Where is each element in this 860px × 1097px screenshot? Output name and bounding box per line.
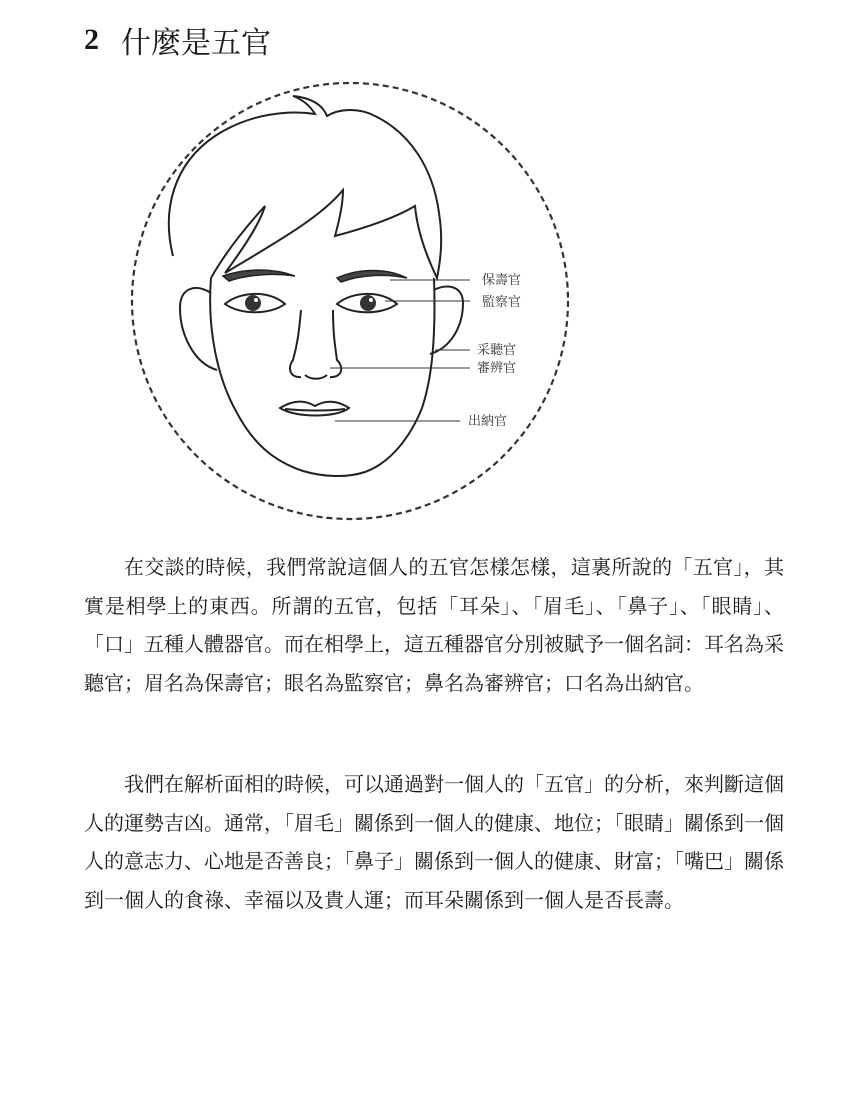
label-jiancha: 監察官 <box>482 295 522 310</box>
face-diagram <box>125 78 575 530</box>
face-illustration <box>125 78 575 530</box>
label-shenbian: 審辨官 <box>477 361 517 376</box>
section-title: 什麼是五官 <box>121 26 271 61</box>
label-caiting: 采聽官 <box>477 343 517 358</box>
left-eyebrow <box>223 270 295 281</box>
section-number: 2 <box>84 23 99 56</box>
paragraph-2: 我們在解析面相的時候，可以通過對一個人的「五官」的分析，來判斷這個人的運勢吉凶。通常，「眉毛」關係到一個人的健康、地位；「眼睛」關係到一個人的意志力、心地是否善良；「鼻子」關係到一個人的健康、財富；「嘴巴」關係到一個人的食祿、幸福以及貴人運；而耳朵關係到一個人是否長壽。 <box>84 772 784 912</box>
hair <box>169 96 441 278</box>
label-chuna: 出納官 <box>468 414 508 429</box>
mouth <box>280 402 349 416</box>
section-heading <box>84 18 271 62</box>
label-baoshou: 保壽官 <box>482 273 522 288</box>
paragraph-1: 在交談的時候，我們常說這個人的五官怎樣怎樣，這裏所說的「五官」，其實是相學上的東西。所謂的五官，包括「耳朵」、「眉毛」、「鼻子」、「眼睛」、「口」五種人體器官。而在相學上，這五種器官分別被賦予一個名詞：耳名為采聽官；眉名為保壽官；眼名為監察官；鼻名為審辨官；口名為出納官。 <box>84 555 784 695</box>
